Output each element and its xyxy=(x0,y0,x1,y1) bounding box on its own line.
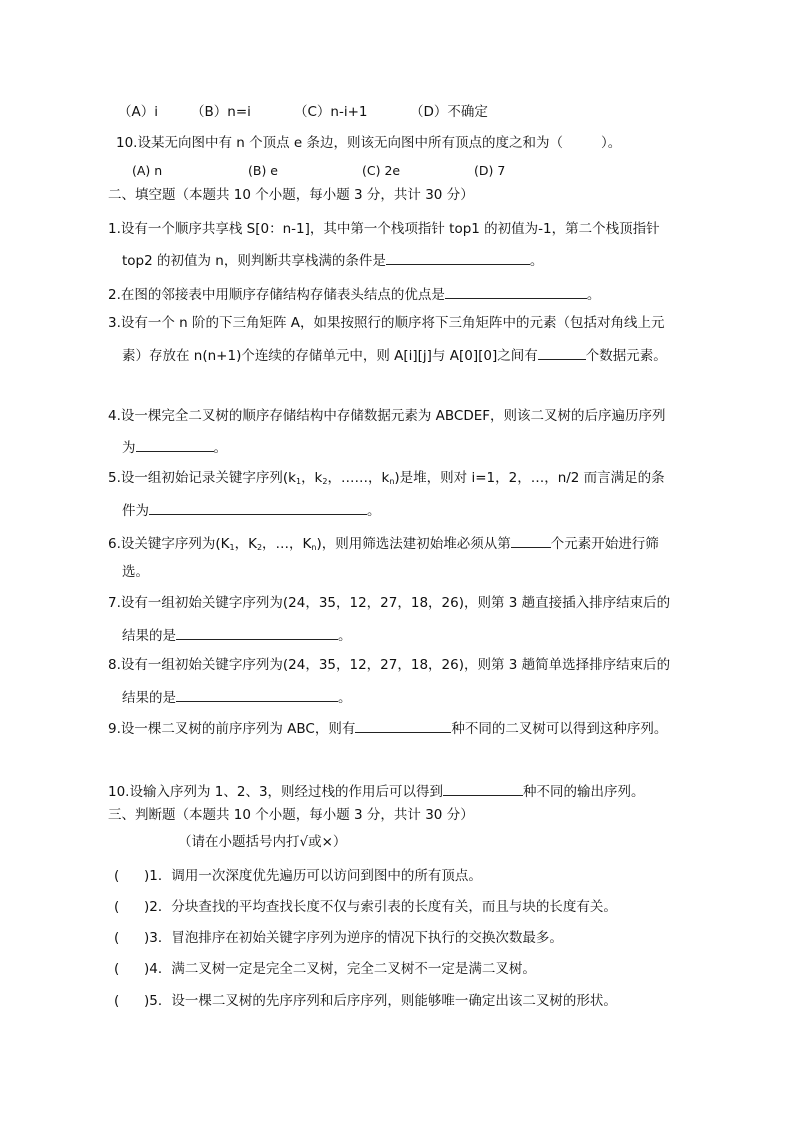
fill-6-text-a: 6.设关键字序列为(K xyxy=(108,536,230,552)
judge-2 xyxy=(114,898,617,916)
fill-8-text: 结果的是 xyxy=(122,690,176,706)
judge-5-text: )5．设一棵二叉树的先序序列和后序序列，则能够唯一确定出该二叉树的形状。 xyxy=(144,993,617,1009)
judge-1-open: ( xyxy=(114,868,120,884)
fill-3-line1: 3.设有一个 n 阶的下三角矩阵 A，如果按照行的顺序将下三角矩阵中的元素（包括对角线上元 xyxy=(108,315,665,331)
fill-4-text: 为 xyxy=(122,440,136,456)
judge-4 xyxy=(114,960,536,978)
fill-5-line1 xyxy=(108,469,665,491)
judge-3 xyxy=(114,929,563,947)
judge-2-text: )2．分块查找的平均查找长度不仅与索引表的长度有关，而且与块的长度有关。 xyxy=(144,899,617,915)
section3-note: （请在小题括号内打√或×） xyxy=(178,834,347,850)
fill-10 xyxy=(108,781,645,801)
fill-3-line2 xyxy=(122,345,667,365)
fill-1-line2 xyxy=(122,250,543,270)
fill-10-text: 10.设输入序列为 1、2、3，则经过栈的作用后可以得到 xyxy=(108,784,444,800)
fill-6-text-e: 个元素开始进行筛 xyxy=(550,536,659,552)
q10-option-d: (D) 7 xyxy=(474,163,506,178)
subscript: 2 xyxy=(322,477,328,486)
fill-2-end: 。 xyxy=(586,287,601,303)
q9-option-d: （D）不确定 xyxy=(410,104,488,120)
fill-1-text: top2 的初值为 n，则判断共享栈满的条件是 xyxy=(122,253,386,269)
judge-1 xyxy=(114,867,482,885)
fill-5-line2 xyxy=(122,500,381,520)
fill-6-text-b: ，K xyxy=(234,536,257,552)
fill-5-text-a: 5.设一组初始记录关键字序列(k xyxy=(108,470,296,486)
subscript: 1 xyxy=(295,477,302,486)
fill-9-text: 9.设一棵二叉树的前序序列为 ABC，则有 xyxy=(108,721,356,737)
q9-option-c: （C）n-i+1 xyxy=(294,104,368,120)
fill-5-text-e: 件为 xyxy=(122,503,149,519)
fill-7-end: 。 xyxy=(338,628,352,644)
fill-5-text-d: )是堆，则对 i=1，2，…，n/2 而言满足的条 xyxy=(394,470,665,486)
fill-3-blank xyxy=(538,345,586,360)
q10-stem xyxy=(116,134,621,152)
judge-4-text: )4．满二叉树一定是完全二叉树，完全二叉树不一定是满二叉树。 xyxy=(144,961,536,977)
fill-5-end: 。 xyxy=(367,503,381,519)
q9-option-a: （A）i xyxy=(118,104,158,120)
judge-5 xyxy=(114,992,617,1010)
subscript: 1 xyxy=(229,543,235,552)
section2-heading: 二、填空题（本题共 10 个小题，每小题 3 分，共计 30 分） xyxy=(108,187,474,203)
fill-9-end: 种不同的二叉树可以得到这种序列。 xyxy=(451,721,668,737)
judge-5-open: ( xyxy=(114,993,120,1009)
judge-3-text: )3．冒泡排序在初始关键字序列为逆序的情况下执行的交换次数最多。 xyxy=(144,930,563,946)
fill-8-blank xyxy=(176,687,338,702)
fill-3-end: 个数据元素。 xyxy=(585,348,667,364)
fill-5-text-c: ，……，k xyxy=(327,470,390,486)
judge-2-open: ( xyxy=(114,899,120,915)
fill-7-text: 结果的是 xyxy=(122,628,176,644)
judge-4-open: ( xyxy=(114,961,120,977)
fill-6-text-d: )，则用筛选法建初始堆必须从第 xyxy=(316,536,511,552)
q10-option-a: (A) n xyxy=(132,163,163,178)
fill-4-end: 。 xyxy=(213,440,227,456)
fill-2-text: 2.在图的邻接表中用顺序存储结构存储表头结点的优点是 xyxy=(108,287,445,303)
fill-10-blank xyxy=(443,781,523,796)
fill-1-blank xyxy=(386,250,530,265)
fill-4-line1: 4.设一棵完全二叉树的顺序存储结构中存储数据元素为 ABCDEF，则该二叉树的后序遍历序列 xyxy=(108,408,666,424)
fill-1-end: 。 xyxy=(529,253,544,269)
fill-10-end: 种不同的输出序列。 xyxy=(523,784,645,800)
fill-5-text-b: ，k xyxy=(301,470,323,486)
fill-4-line2 xyxy=(122,437,227,457)
fill-1-line1: 1.设有一个顺序共享栈 S[0：n-1]，其中第一个栈项指针 top1 的初值为-1，第二个栈顶指针 xyxy=(108,221,660,237)
q10-option-b: (B) e xyxy=(248,163,278,178)
q9-option-b: （B）n=i xyxy=(191,104,251,120)
q10-stem-text: 10.设某无向图中有 n 个顶点 e 条边，则该无向图中所有顶点的度之和为（ xyxy=(116,135,563,151)
fill-3-text: 素）存放在 n(n+1)个连续的存储单元中，则 A[i][j]与 A[0][0]之间有 xyxy=(122,348,538,364)
fill-6-blank xyxy=(511,533,551,548)
fill-2 xyxy=(108,284,600,304)
fill-4-blank xyxy=(136,437,214,452)
subscript: 2 xyxy=(256,543,263,552)
fill-6-line2: 选。 xyxy=(122,564,149,580)
section3-heading: 三、判断题（本题共 10 个小题，每小题 3 分，共计 30 分） xyxy=(108,807,474,823)
subscript: n xyxy=(389,477,395,486)
fill-7-line1: 7.设有一组初始关键字序列为(24，35，12，27，18，26)，则第 3 趟直接插入排序结束后的 xyxy=(108,595,671,611)
fill-9-blank xyxy=(355,718,451,733)
q10-option-c: (C) 2e xyxy=(362,163,401,178)
q10-stem-end: ）。 xyxy=(601,135,622,151)
fill-6-line1 xyxy=(108,533,659,557)
fill-7-line2 xyxy=(122,625,352,645)
fill-2-blank xyxy=(445,284,587,299)
fill-8-end: 。 xyxy=(338,690,352,706)
fill-6-text-c: ，…，K xyxy=(262,536,312,552)
fill-7-blank xyxy=(176,625,338,640)
fill-5-blank xyxy=(149,500,367,515)
fill-9 xyxy=(108,718,667,738)
fill-8-line1: 8.设有一组初始关键字序列为(24，35，12，27，18，26)，则第 3 趟简单选择排序结束后的 xyxy=(108,657,671,673)
judge-3-open: ( xyxy=(114,930,120,946)
fill-8-line2 xyxy=(122,687,352,707)
judge-1-text: )1．调用一次深度优先遍历可以访问到图中的所有顶点。 xyxy=(144,868,482,884)
subscript: n xyxy=(311,543,317,552)
